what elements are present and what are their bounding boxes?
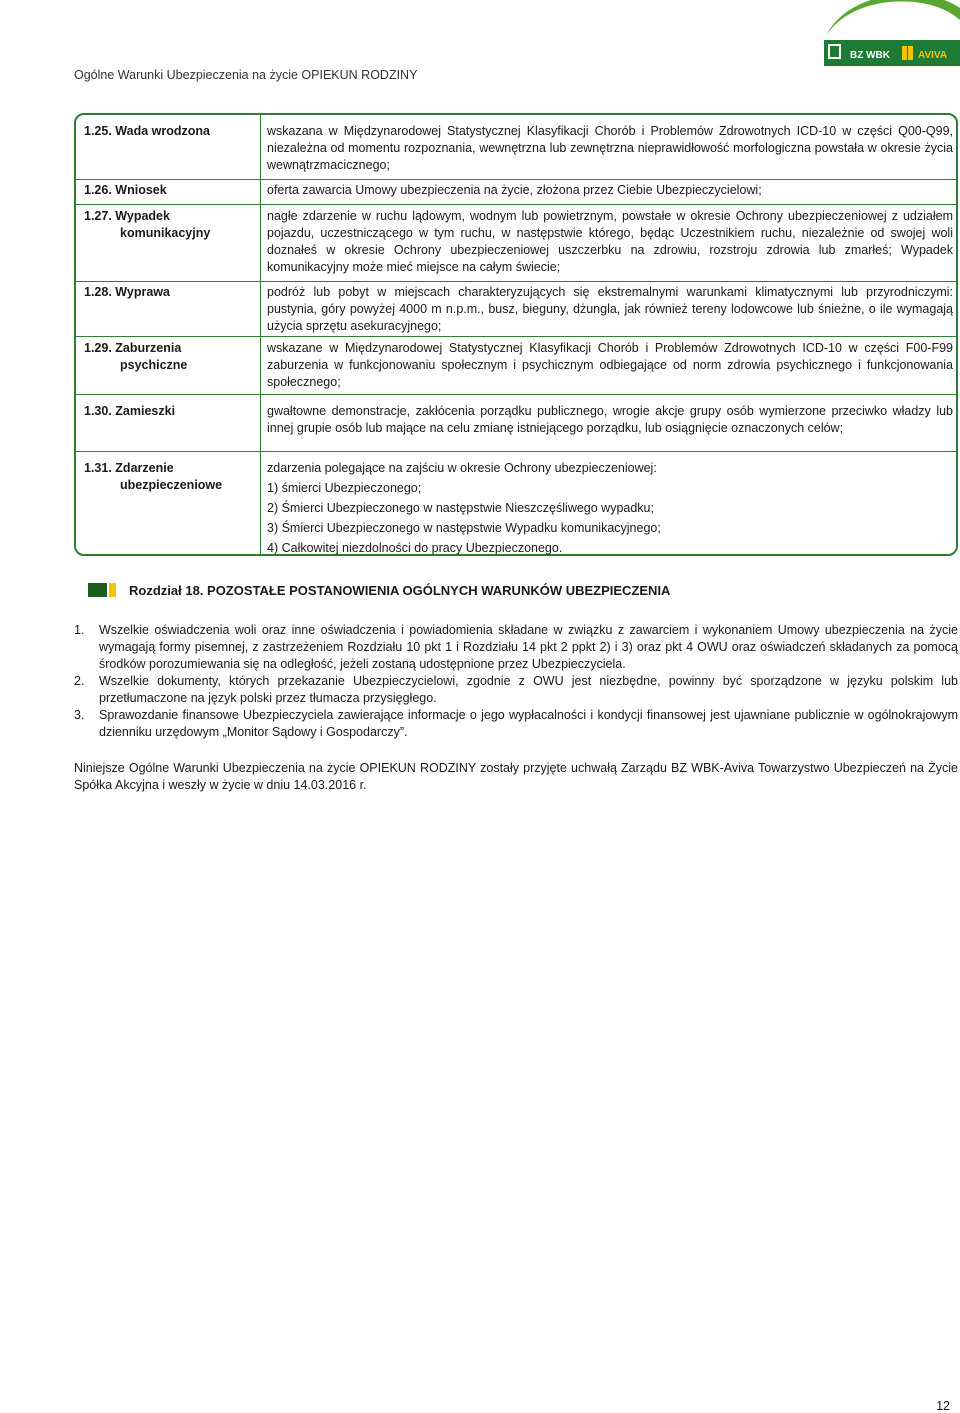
- list-item-number: 1.: [74, 623, 85, 637]
- definition-text: [267, 123, 953, 174]
- definition-term-label: Wyprawa: [115, 285, 170, 299]
- list-item-text: Sprawozdanie finansowe Ubezpieczyciela zawierające informacje o jego wypłacalności i kondycji finansowej jest ujawniane publicznie w ogólnokrajowym dzienniku urzędowym „Monitor Sądowy i Gospodarczy”.: [99, 708, 958, 739]
- definition-line: podróż lub pobyt w miejscach charakteryzujących się ekstremalnymi warunkami klimatycznymi lub przyrodniczymi: pustynia, góry powyżej 4000 m n.p.m., busz, bieguny, dżungla, jak również tereny lodowcowe lub śnieżne, o ile wymagają użycia sprzętu asekuracyjnego;: [267, 285, 953, 333]
- definition-text: [267, 460, 953, 557]
- list-item: [74, 673, 958, 707]
- definition-term: [84, 460, 254, 494]
- row-divider: [76, 394, 956, 395]
- bzwbk-aviva-logo: [822, 0, 960, 82]
- definition-number: 1.28.: [84, 285, 112, 299]
- list-item-number: 3.: [74, 708, 85, 722]
- definition-number: 1.30.: [84, 404, 112, 418]
- definition-number: 1.29.: [84, 341, 112, 355]
- definition-term-label: psychiczne: [120, 358, 188, 372]
- definition-line: gwałtowne demonstracje, zakłócenia porządku publicznego, wrogie akcje grupy osób wymierzone przeciwko władzy lub innej grupie osób lub mające na celu zmianę istniejącego porządku, lub osiągnięcie oznaczonych celów;: [267, 404, 953, 435]
- chapter-title: Rozdział 18. POZOSTAŁE POSTANOWIENIA OGÓLNYCH WARUNKÓW UBEZPIECZENIA: [129, 582, 671, 598]
- column-divider: [260, 115, 261, 554]
- row-divider: [76, 281, 956, 282]
- definition-term: [84, 403, 254, 420]
- definition-number: 1.26.: [84, 183, 112, 197]
- definition-term: [84, 340, 254, 374]
- list-item: [74, 707, 958, 741]
- document-header-title: Ogólne Warunki Ubezpieczenia na życie OPIEKUN RODZINY: [74, 68, 418, 82]
- definition-number: 1.25.: [84, 124, 112, 138]
- definition-text: [267, 208, 953, 276]
- list-item-text: Wszelkie dokumenty, których przekazanie Ubezpieczycielowi, zgodnie z OWU jest niezbędne, powinny być sporządzone w języku polskim lub przetłumaczone na język polski przez tłumacza przysięgłego.: [99, 674, 958, 705]
- chapter-heading: [88, 582, 670, 598]
- definition-list-item: 3) Śmierci Ubezpieczonego w następstwie Wypadku komunikacyjnego;: [267, 521, 661, 535]
- definition-term-label: Wada wrodzona: [115, 124, 210, 138]
- definition-term-label: Zdarzenie: [115, 461, 174, 475]
- definition-list-item: 2) Śmierci Ubezpieczonego w następstwie Nieszczęśliwego wypadku;: [267, 501, 654, 515]
- definition-text: [267, 340, 953, 391]
- logo-aviva-text: AVIVA: [918, 50, 948, 61]
- definition-line: oferta zawarcia Umowy ubezpieczenia na życie, złożona przez Ciebie Ubezpieczycielowi;: [267, 183, 762, 197]
- chapter-marker-green: [88, 583, 107, 597]
- definition-term: [84, 182, 254, 199]
- definition-line: nagłe zdarzenie w ruchu lądowym, wodnym lub powietrznym, powstałe w okresie Ochrony ubezpieczeniowej z udziałem pojazdu, uczestniczącego w tym ruchu, w następstwie którego, będąc Uczestnikiem ruchu, niezależnie od swojej woli doznałeś w okresie Ochrony ubezpieczeniowej uszczerbku na zdrowiu, rozstroju zdrowia lub zmarłeś; Wypadek komunikacyjny może mieć miejsce na całym świecie;: [267, 209, 953, 274]
- logo-bzwbk-text: BZ WBK: [850, 50, 890, 61]
- definition-number: 1.27.: [84, 209, 112, 223]
- list-item: [74, 622, 958, 673]
- list-item-number: 2.: [74, 674, 85, 688]
- definition-term: [84, 208, 254, 242]
- definition-line: zdarzenia polegające na zajściu w okresie Ochrony ubezpieczeniowej:: [267, 461, 657, 475]
- definition-term-label: komunikacyjny: [120, 226, 211, 240]
- definition-term-label: ubezpieczeniowe: [120, 478, 223, 492]
- closing-paragraph: Niniejsze Ogólne Warunki Ubezpieczenia na życie OPIEKUN RODZINY zostały przyjęte uchwałą Zarządu BZ WBK-Aviva Towarzystwo Ubezpieczeń na Życie Spółka Akcyjna i weszły w życie w dniu 14.03.2016 r.: [74, 761, 958, 792]
- definition-term-label: Wniosek: [115, 183, 167, 197]
- list-item-text: Wszelkie oświadczenia woli oraz inne oświadczenia i powiadomienia składane w związku z zawarciem i wykonaniem Umowy ubezpieczenia na życie wymagają formy pisemnej, z zastrzeżeniem Rozdziału 10 pkt 1 i Rozdziału 14 pkt 2 ppkt 2) i 3) oraz pkt 4 OWU oraz oświadczeń składanych za pomocą środków porozumiewania się na odległość, jeżeli zostaną udostępnione przez Ubezpieczyciela.: [99, 623, 958, 671]
- definition-text: [267, 182, 953, 199]
- definition-text: [267, 284, 953, 335]
- definition-line: wskazana w Międzynarodowej Statystycznej Klasyfikacji Chorób i Problemów Zdrowotnych ICD-10 w części Q00-Q99, niezależna od momentu rozpoznania, wewnętrzna lub zewnętrzna nieprawidłowość morfologiczna powstała w okresie życia wewnątrzmacicznego;: [267, 124, 953, 172]
- page-number: 12: [936, 1399, 950, 1413]
- row-divider: [76, 179, 956, 180]
- provisions-list: [74, 622, 958, 741]
- definition-term-label: Zaburzenia: [115, 341, 182, 355]
- chapter-marker-yellow: [109, 583, 116, 597]
- definition-term-label: Zamieszki: [115, 404, 176, 418]
- row-divider: [76, 451, 956, 452]
- definition-term: [84, 284, 254, 301]
- definitions-table: [74, 113, 958, 556]
- row-divider: [76, 336, 956, 337]
- definition-text: [267, 403, 953, 437]
- definition-list-item: 1) śmierci Ubezpieczonego;: [267, 481, 422, 495]
- row-divider: [76, 204, 956, 205]
- definition-term-label: Wypadek: [115, 209, 170, 223]
- definition-term: [84, 123, 254, 140]
- definition-line: wskazane w Międzynarodowej Statystycznej Klasyfikacji Chorób i Problemów Zdrowotnych ICD-10 w części F00-F99 zaburzenia w funkcjonowaniu społecznym i psychicznym odbiegające od norm zdrowia psychicznego i funkcjonowania społecznego;: [267, 341, 953, 389]
- definition-number: 1.31.: [84, 461, 112, 475]
- definition-list-item: 4) Całkowitej niezdolności do pracy Ubezpieczonego.: [267, 541, 563, 555]
